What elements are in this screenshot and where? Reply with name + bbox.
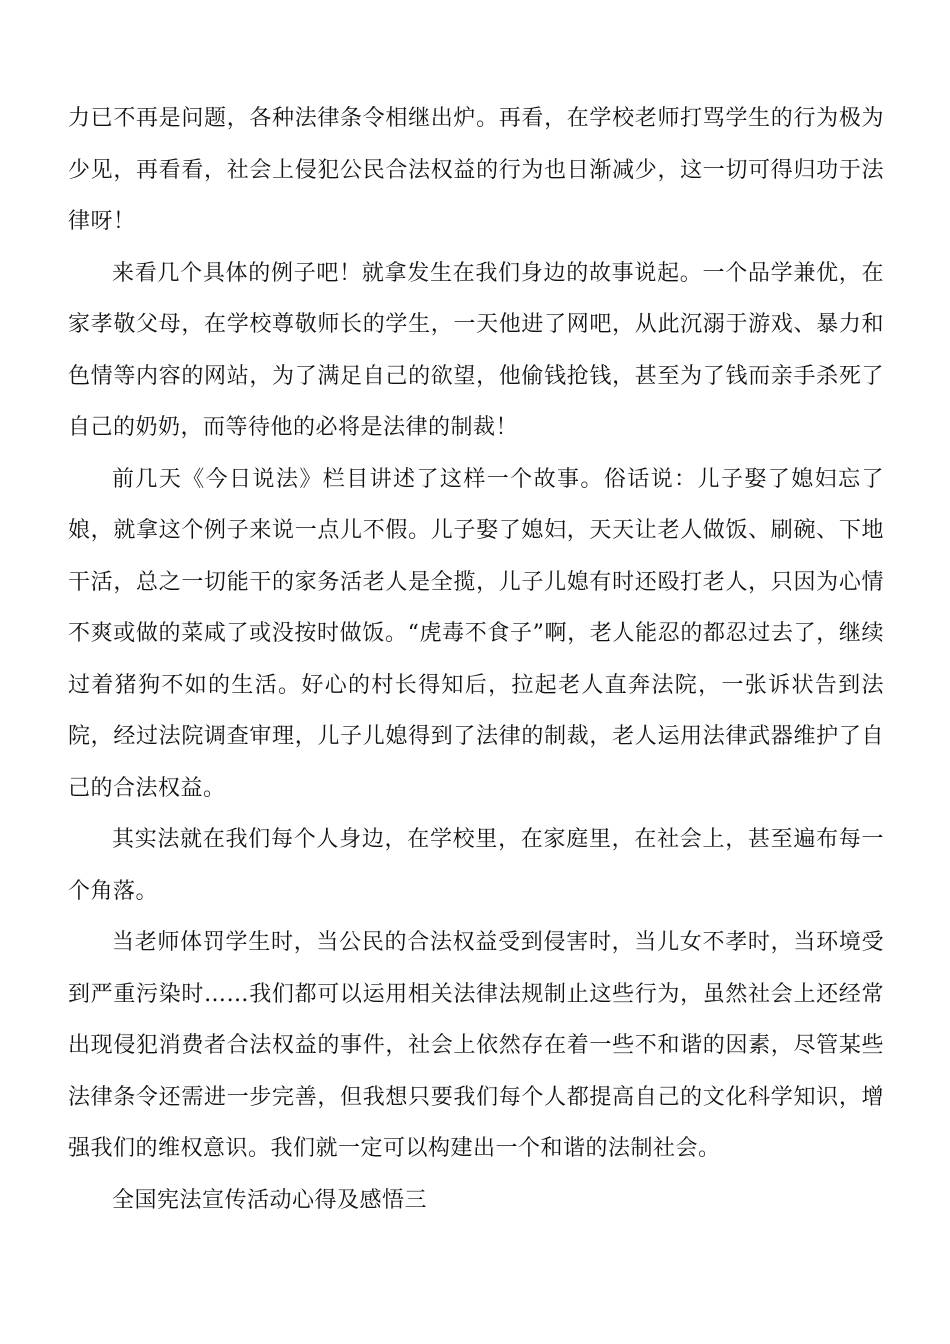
section-heading: 全国宪法宣传活动心得及感悟三 xyxy=(112,1187,428,1213)
paragraph-law-everywhere: 其实法就在我们每个人身边，在学校里，在家庭里，在社会上，甚至遍布每一个角落。 xyxy=(68,827,884,904)
paragraph-examples: 来看几个具体的例子吧！就拿发生在我们身边的故事说起。一个品学兼优，在家孝敬父母，在学校尊敬师长的学生，一天他进了网吧，从此沉溺于游戏、暴力和色情等内容的网站，为了满足自己的欲望，他偷钱抢钱，甚至为了钱而亲手杀死了自己的奶奶，而等待他的必将是法律的制裁！ xyxy=(68,260,884,440)
paragraph-continuation: 力已不再是问题，各种法律条令相继出炉。再看，在学校老师打骂学生的行为极为少见，再看看，社会上侵犯公民合法权益的行为也日渐减少，这一切可得归功于法律呀！ xyxy=(68,106,884,234)
document-body xyxy=(68,93,884,1226)
paragraph-story: 前几天《今日说法》栏目讲述了这样一个故事。俗话说：儿子娶了媳妇忘了娘，就拿这个例子来说一点儿不假。儿子娶了媳妇，天天让老人做饭、刷碗、下地干活，总之一切能干的家务活老人是全揽，儿子儿媳有时还殴打老人，只因为心情不爽或做的菜咸了或没按时做饭。“虎毒不食子”啊，老人能忍的都忍过去了，继续过着猪狗不如的生活。好心的村长得知后，拉起老人直奔法院，一张诉状告到法院，经过法院调查审理，儿子儿媳得到了法律的制裁，老人运用法律武器维护了自己的合法权益。 xyxy=(68,466,884,801)
paragraph-conclusion: 当老师体罚学生时，当公民的合法权益受到侵害时，当儿女不孝时，当环境受到严重污染时……我们都可以运用相关法律法规制止这些行为，虽然社会上还经常出现侵犯消费者合法权益的事件，社会上依然存在着一些不和谐的因素，尽管某些法律条令还需进一步完善，但我想只要我们每个人都提高自己的文化科学知识，增强我们的维权意识。我们就一定可以构建出一个和谐的法制社会。 xyxy=(68,930,884,1161)
